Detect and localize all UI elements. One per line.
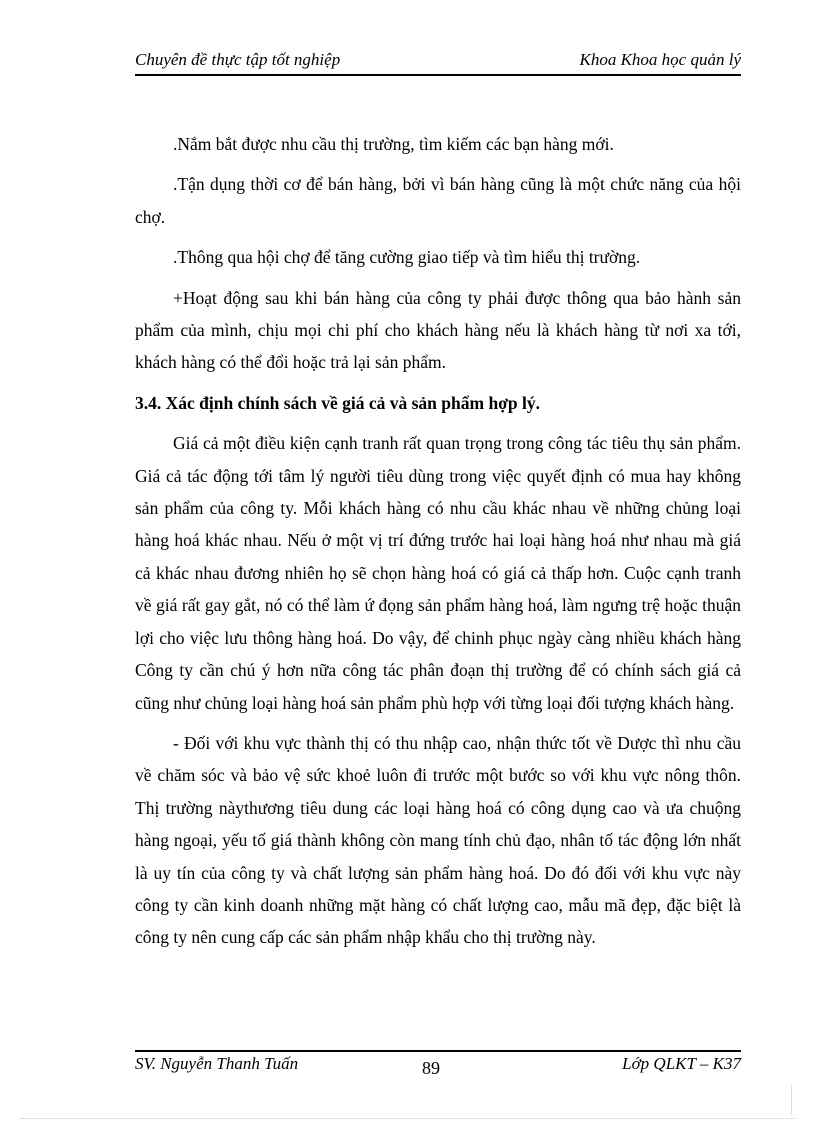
page-number: 89 [422, 1058, 440, 1078]
paragraph-2: .Tận dụng thời cơ để bán hàng, bởi vì bán hàng cũng là một chức năng của hội chợ. [135, 174, 741, 227]
paragraph-1: .Nắm bắt được nhu cầu thị trường, tìm kiếm các bạn hàng mới. [173, 134, 614, 154]
footer-class: Lớp QLKT – K37 [622, 1054, 741, 1073]
footer-author: SV. Nguyễn Thanh Tuấn [135, 1054, 299, 1073]
paragraph-5: Giá cả một điều kiện cạnh tranh rất quan trọng trong công tác tiêu thụ sản phẩm. Giá cả tác động tới tâm lý người tiêu dùng trong việc quyết định có mua hay không sản phẩm của công ty. Mỗi khách hàng có nhu cầu khác nhau về những chủng loại hàng hoá khác nhau. Nếu ở một vị trí đứng trước hai loại hàng hoá như nhau mà giá cả khác nhau đương nhiên họ sẽ chọn hàng hoá có giá cả thấp hơn. Cuộc cạnh tranh về giá rất gay gắt, nó có thể làm ứ đọng sản phẩm hàng hoá, làm ngưng trệ hoặc thuận lợi cho việc lưu thông hàng hoá. Do vậy, để chinh phục ngày càng nhiều khách hàng Công ty cần chú ý hơn nữa công tác phân đoạn thị trường để có chính sách giá cả cũng như chủng loại hàng hoá sản phẩm phù hợp với từng loại đối tượng khách hàng. [135, 433, 741, 713]
page-body [135, 128, 741, 962]
paragraph-3: .Thông qua hội chợ để tăng cường giao tiếp và tìm hiểu thị trường. [173, 247, 641, 268]
footer-divider [135, 1050, 741, 1052]
header-document-title: Chuyên đề thực tập tốt nghiệp [135, 50, 341, 69]
paragraph-4: +Hoạt động sau khi bán hàng của công ty phải được thông qua bảo hành sản phẩm của mình, chịu mọi chi phí cho khách hàng nếu là khách hàng từ nơi xa tới, khách hàng có thể đổi hoặc trả lại sản phẩm. [135, 287, 741, 373]
page-header [135, 48, 741, 76]
section-heading: 3.4. Xác định chính sách về giá cả và sản phẩm hợp lý. [135, 392, 540, 413]
page-footer [135, 1054, 741, 1080]
page-corner-divider [791, 1085, 816, 1115]
paragraph-6: - Đối với khu vực thành thị có thu nhập cao, nhận thức tốt về Dược thì nhu cầu về chăm sóc và bảo vệ sức khoẻ luôn đi trước một bước so với khu vực nông thôn. Thị trường nàythương tiêu dung các loại hàng hoá có công dụng cao và ưa chuộng hàng ngoại, yếu tố giá thành không còn mang tính chủ đạo, nhân tố tác động lớn nhất là uy tín của công ty và chất lượng sản phẩm hàng hoá. Do đó đối với khu vực này công ty cần kinh doanh những mặt hàng có chất lượng cao, mẫu mã đẹp, đặc biệt là công ty nên cung cấp các sản phẩm nhập khẩu cho thị trường này. [135, 732, 741, 948]
header-faculty: Khoa Khoa học quản lý [579, 50, 741, 69]
page-bottom-dotted-edge [20, 1118, 796, 1119]
